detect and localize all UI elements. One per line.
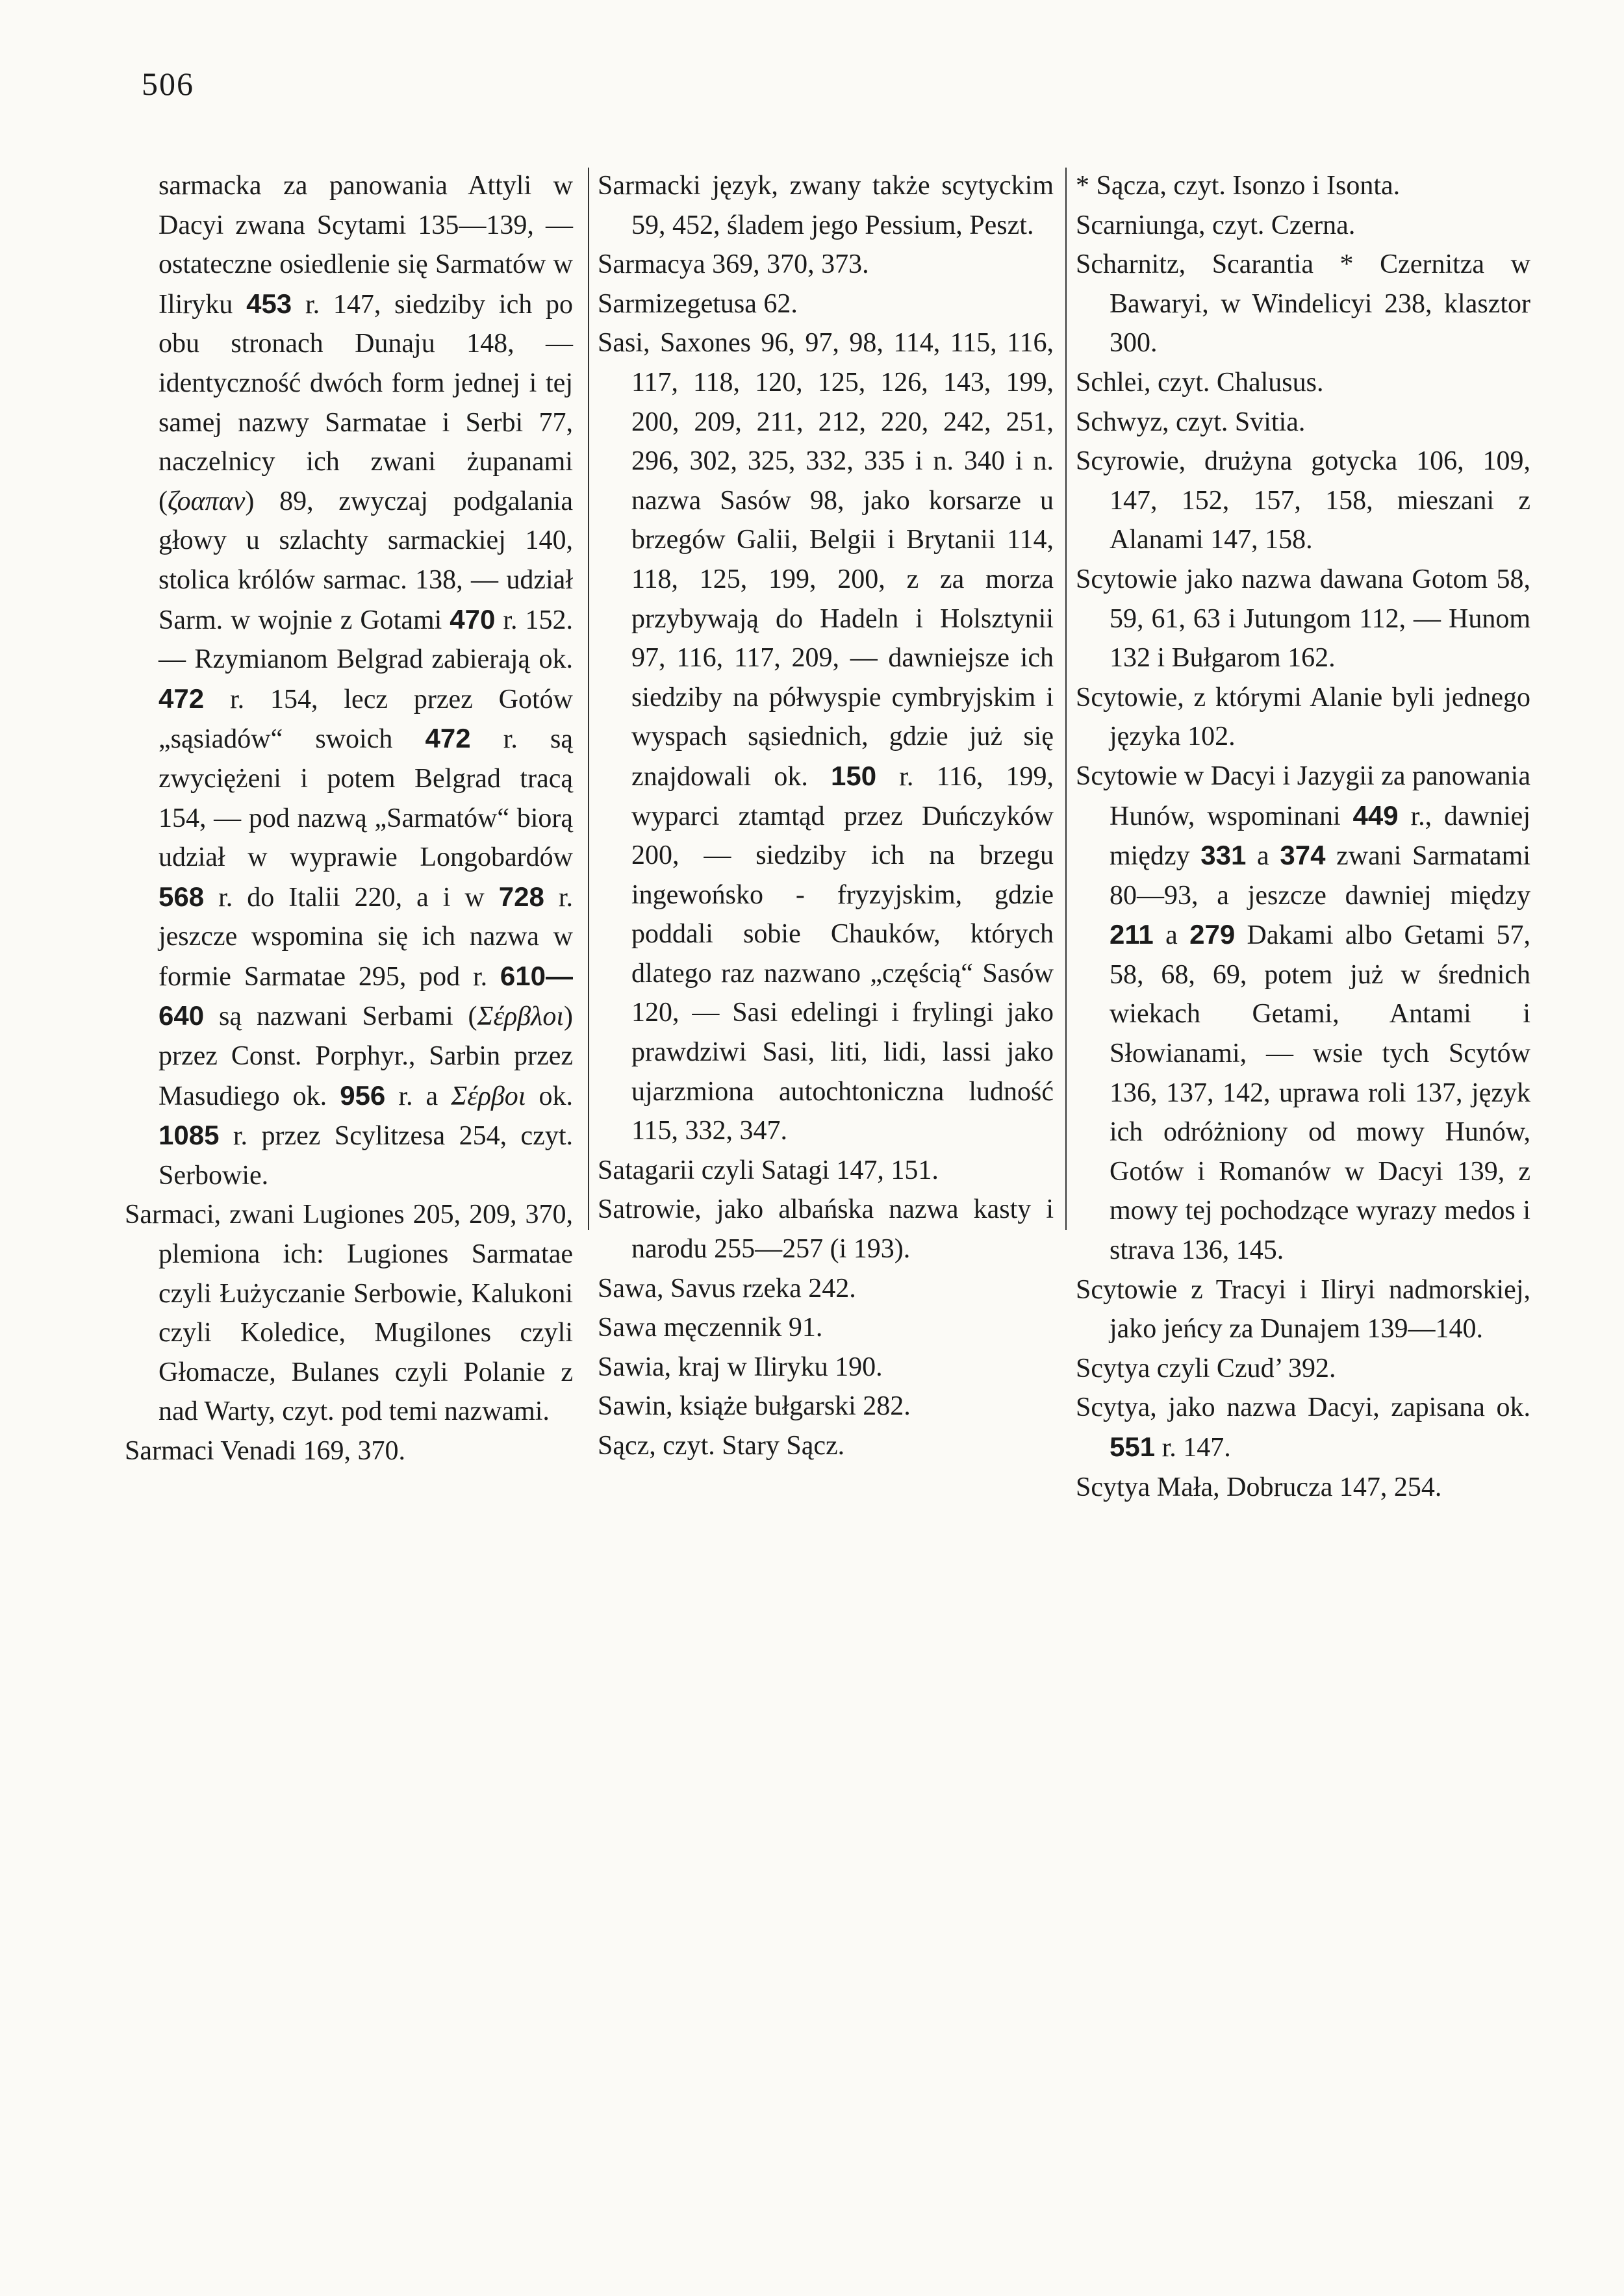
entry-text: Sasi, Saxones 96, 97, 98, 114, 115, 116, 117, 118, 120, 125, 126, 143, 199, 200, 209, 211, 212, 220, 242, 251, 296, 302, 325, 332, 335 i n. 340 i n. nazwa Sasów 98, jako korsarze u brzegów Galii, Belgii i Brytanii 114, 118, 125, 199, 200, z za morza przybywają do Hadeln i Holsztynii 97, 116, 117, 209, — dawniejsze ich siedziby na półwyspie cymbryjskim i wyspach sąsiednich, gdzie już się znajdowali ok. <box>598 328 1054 792</box>
entry-text: r. a <box>385 1081 451 1111</box>
bold-year: 610—640 <box>159 960 573 1031</box>
entry-text: Sawia, kraj w Iliryku 190. <box>598 1352 883 1382</box>
index-entry <box>1076 206 1530 246</box>
index-entry <box>1076 1388 1530 1467</box>
greek-term: ζοαπαν <box>168 486 246 516</box>
entry-text: zwani Sarmatami 80—93, a jeszcze dawniej między <box>1110 841 1530 911</box>
entry-text: r. 116, 199, wyparci ztamtąd przez Duńczyków 200, — siedziby ich na brzegu ingewońsko - fryzyjskim, gdzie poddali sobie Chauków, których dlatego raz nazwano „częścią“ Sasów 120, — Sasi edelingi i frylingi jako prawdziwi Sasi, liti, lidi, lassi jako ujarzmiona autochtoniczna ludność 115, 332, 347. <box>631 761 1054 1146</box>
bold-year: 470 <box>450 603 496 635</box>
greek-term: Σέρβλοι <box>477 1002 564 1032</box>
entry-text: Sącz, czyt. Stary Sącz. <box>598 1431 845 1461</box>
entry-text: Scarniunga, czyt. Czerna. <box>1076 210 1356 240</box>
entry-text: r. są zwyciężeni i potem Belgrad tracą 154, — pod nazwą „Sarmatów“ biorą udział w wyprawie Longobardów <box>159 724 573 873</box>
bold-year: 449 <box>1352 800 1399 831</box>
index-entry <box>598 1151 1054 1191</box>
bold-year: 279 <box>1189 919 1236 950</box>
index-entry <box>598 1387 1054 1426</box>
entry-text: Sawa męczennik 91. <box>598 1313 823 1343</box>
entry-text: Scytya Mała, Dobrucza 147, 254. <box>1076 1472 1442 1502</box>
index-entry <box>598 245 1054 284</box>
bold-year: 211 <box>1110 919 1154 950</box>
index-entry <box>598 1308 1054 1348</box>
index-entry <box>1076 1468 1530 1508</box>
entry-text: Scharnitz, Scarantia * Czernitza w Bawaryi, w Windelicyi 238, klasztor 300. <box>1076 249 1530 359</box>
bold-year: 1085 <box>159 1120 220 1151</box>
entry-text: r. 152. — Rzymianom Belgrad zabierają ok. <box>159 605 573 675</box>
entry-text: Sarmacki język, zwany także scytyckim 59, 452, śladem jego Pessium, Peszt. <box>598 171 1054 240</box>
index-column-2 <box>598 166 1054 1466</box>
entry-text: Sawa, Savus rzeka 242. <box>598 1273 856 1304</box>
index-entry <box>1076 442 1530 560</box>
index-entry <box>1076 1349 1530 1389</box>
bold-year: 331 <box>1200 840 1247 871</box>
index-entry <box>598 1426 1054 1466</box>
entry-text: ) przez Const. Porphyr., Sarbin przez Masudiego ok. <box>159 1002 573 1111</box>
entry-text: Schwyz, czyt. Svitia. <box>1076 407 1306 437</box>
bold-year: 472 <box>159 683 205 714</box>
entry-text: r. jeszcze wspomina się ich nazwa w formie Sarmatae 295, pod r. <box>159 882 573 992</box>
bold-year: 453 <box>246 288 292 319</box>
entry-text: Satagarii czyli Satagi 147, 151. <box>598 1155 939 1185</box>
index-entry <box>1076 757 1530 1270</box>
column-divider-right <box>1065 168 1067 1230</box>
entry-text: r. 147, siedziby ich po obu stronach Dunaju 148, — identyczność dwóch form jednej i tej samej nazwy Sarmatae i Serbi 77, naczelnicy ich zwani żupanami ( <box>159 289 573 516</box>
entry-text: Schlei, czyt. Chalusus. <box>1076 367 1324 397</box>
index-entry <box>125 1432 573 1471</box>
index-entry <box>1076 245 1530 363</box>
entry-text: r. do Italii 220, a i w <box>204 882 499 913</box>
index-entry <box>1076 560 1530 678</box>
index-entry <box>125 166 573 1195</box>
entry-text: Sarmaci, zwani Lugiones 205, 209, 370, plemiona ich: Lugiones Sarmatae czyli Łużyczanie Serbowie, Kalukoni czyli Koledice, Mugilones czyli Głomacze, Bulanes czyli Polanie z nad Warty, czyt. pod temi nazwami. <box>125 1200 573 1427</box>
entry-text: Scytya, jako nazwa Dacyi, zapisana ok. <box>1076 1393 1530 1423</box>
index-entry <box>598 1348 1054 1387</box>
index-entry <box>598 166 1054 245</box>
entry-text: Satrowie, jako albańska nazwa kasty i narodu 255—257 (i 193). <box>598 1194 1054 1265</box>
index-entry <box>598 323 1054 1150</box>
entry-text: Scytowie, z którymi Alanie byli jednego języka 102. <box>1076 682 1530 752</box>
entry-text: a <box>1246 841 1280 872</box>
greek-term: Σέρβοι <box>451 1081 526 1111</box>
bold-year: 551 <box>1110 1432 1156 1462</box>
index-entry <box>598 284 1054 324</box>
entry-text: Sawin, książe bułgarski 282. <box>598 1391 911 1422</box>
entry-text: r. przez Scylitzesa 254, czyt. Serbowie. <box>159 1121 573 1191</box>
bold-year: 374 <box>1280 840 1326 871</box>
entry-text: Scytowie jako nazwa dawana Gotom 58, 59, 61, 63 i Jutungom 112, — Hunom 132 i Bułgarom 162. <box>1076 564 1530 674</box>
entry-text: a <box>1153 920 1190 951</box>
index-entry <box>598 1269 1054 1309</box>
page-number: 506 <box>142 66 194 102</box>
index-entry <box>1076 1270 1530 1349</box>
entry-text: Sarmacya 369, 370, 373. <box>598 249 869 280</box>
entry-text: Dakami albo Getami 57, 58, 68, 69, potem już w średnich wiekach Getami, Antami i Słowianami, — wsie tych Scytów 136, 137, 142, uprawa roli 137, język ich odróżniony od mowy Hunów, Gotów i Romanów w Dacyi 139, z mowy tej pochodzące wyrazy medos i strava 136, 145. <box>1110 920 1530 1266</box>
index-entry <box>1076 678 1530 757</box>
entry-text: sarmacka za panowania Attyli w Dacyi zwana Scytami 135—139, — ostateczne osiedlenie się Sarmatów w Iliryku <box>159 171 573 320</box>
entry-text: ) 89, zwyczaj podgalania głowy u szlachty sarmackiej 140, stolica królów sarmac. 138, — udział Sarm. w wojnie z Gotami <box>159 486 573 635</box>
index-column-3 <box>1076 166 1530 1507</box>
index-entry <box>1076 403 1530 442</box>
entry-text: ok. <box>526 1081 573 1111</box>
entry-text: Scytya czyli Czud’ 392. <box>1076 1353 1336 1383</box>
entry-text: Scyrowie, drużyna gotycka 106, 109, 147, 152, 157, 158, mieszani z Alanami 147, 158. <box>1076 446 1530 555</box>
entry-text: * Sącza, czyt. Isonzo i Isonta. <box>1076 171 1401 201</box>
index-column-1 <box>125 166 573 1471</box>
entry-text: r. 147. <box>1155 1433 1231 1463</box>
index-entry <box>125 1195 573 1432</box>
entry-text: Scytowie w Dacyi i Jazygii za panowania Hunów, wspominani <box>1076 761 1530 831</box>
entry-text: r. 154, lecz przez Gotów „sąsiadów“ swoich <box>159 684 573 755</box>
column-divider-left <box>588 168 589 1230</box>
entry-text: r., dawniej między <box>1110 801 1530 872</box>
bold-year: 472 <box>425 723 471 754</box>
entry-text: Sarmizegetusa 62. <box>598 288 798 319</box>
index-entry <box>1076 166 1530 206</box>
bold-year: 956 <box>340 1079 386 1111</box>
entry-text: są nazwani Serbami ( <box>204 1002 477 1032</box>
bold-year: 150 <box>830 760 877 791</box>
entry-text: Sarmaci Venadi 169, 370. <box>125 1436 405 1466</box>
index-entry <box>1076 363 1530 403</box>
bold-year: 728 <box>498 881 544 912</box>
index-entry <box>598 1190 1054 1268</box>
entry-text: Scytowie z Tracyi i Iliryi nadmorskiej, jako jeńcy za Dunajem 139—140. <box>1076 1274 1530 1344</box>
bold-year: 568 <box>159 881 205 912</box>
